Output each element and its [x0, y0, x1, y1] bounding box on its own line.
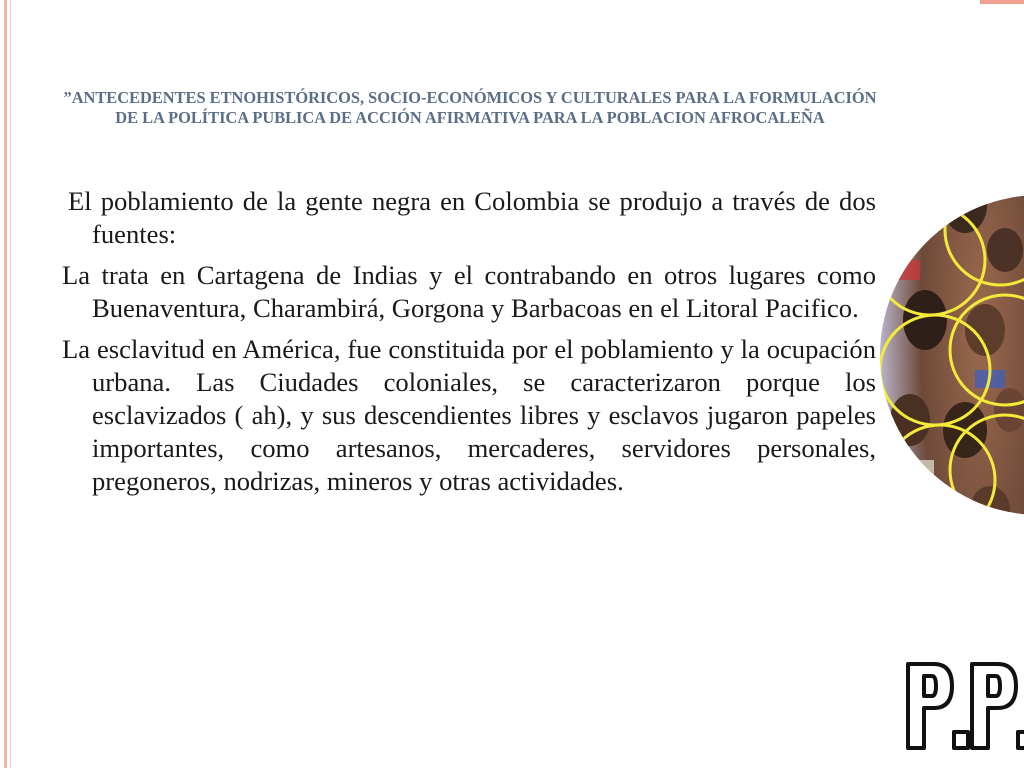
- left-decorative-rule: [4, 0, 7, 768]
- photo-collage-image: [880, 0, 1024, 655]
- paragraph-3: La esclavitud en América, fue constituida por el poblamiento y la ocupación urbana. Las Ciudades coloniales, se caracterizaron porque los esclavizados ( ah), y sus descendientes libres y esclavos jugaron papeles importantes, como artesanos, mercaderes, servidores personales, pregoneros, nodrizas, mineros y otras actividades.: [62, 334, 876, 496]
- pp-logo-icon: [904, 658, 1024, 758]
- slide-body: [62, 185, 876, 506]
- left-decorative-rule-thin: [10, 0, 11, 768]
- slide-title: ”ANTECEDENTES ETNOHISTÓRICOS, SOCIO-ECONÓMICOS Y CULTURALES PARA LA FORMULACIÓN DE LA POLÍTICA PUBLICA DE ACCIÓN AFIRMATIVA PARA LA POBLACION AFROCALEÑA: [63, 88, 877, 127]
- paragraph-2: La trata en Cartagena de Indias y el contrabando en otros lugares como Buenaventura, Charambirá, Gorgona y Barbacoas en el Litoral Pacifico.: [62, 260, 876, 323]
- paragraph-1: El poblamiento de la gente negra en Colombia se produjo a través de dos fuentes:: [68, 186, 876, 249]
